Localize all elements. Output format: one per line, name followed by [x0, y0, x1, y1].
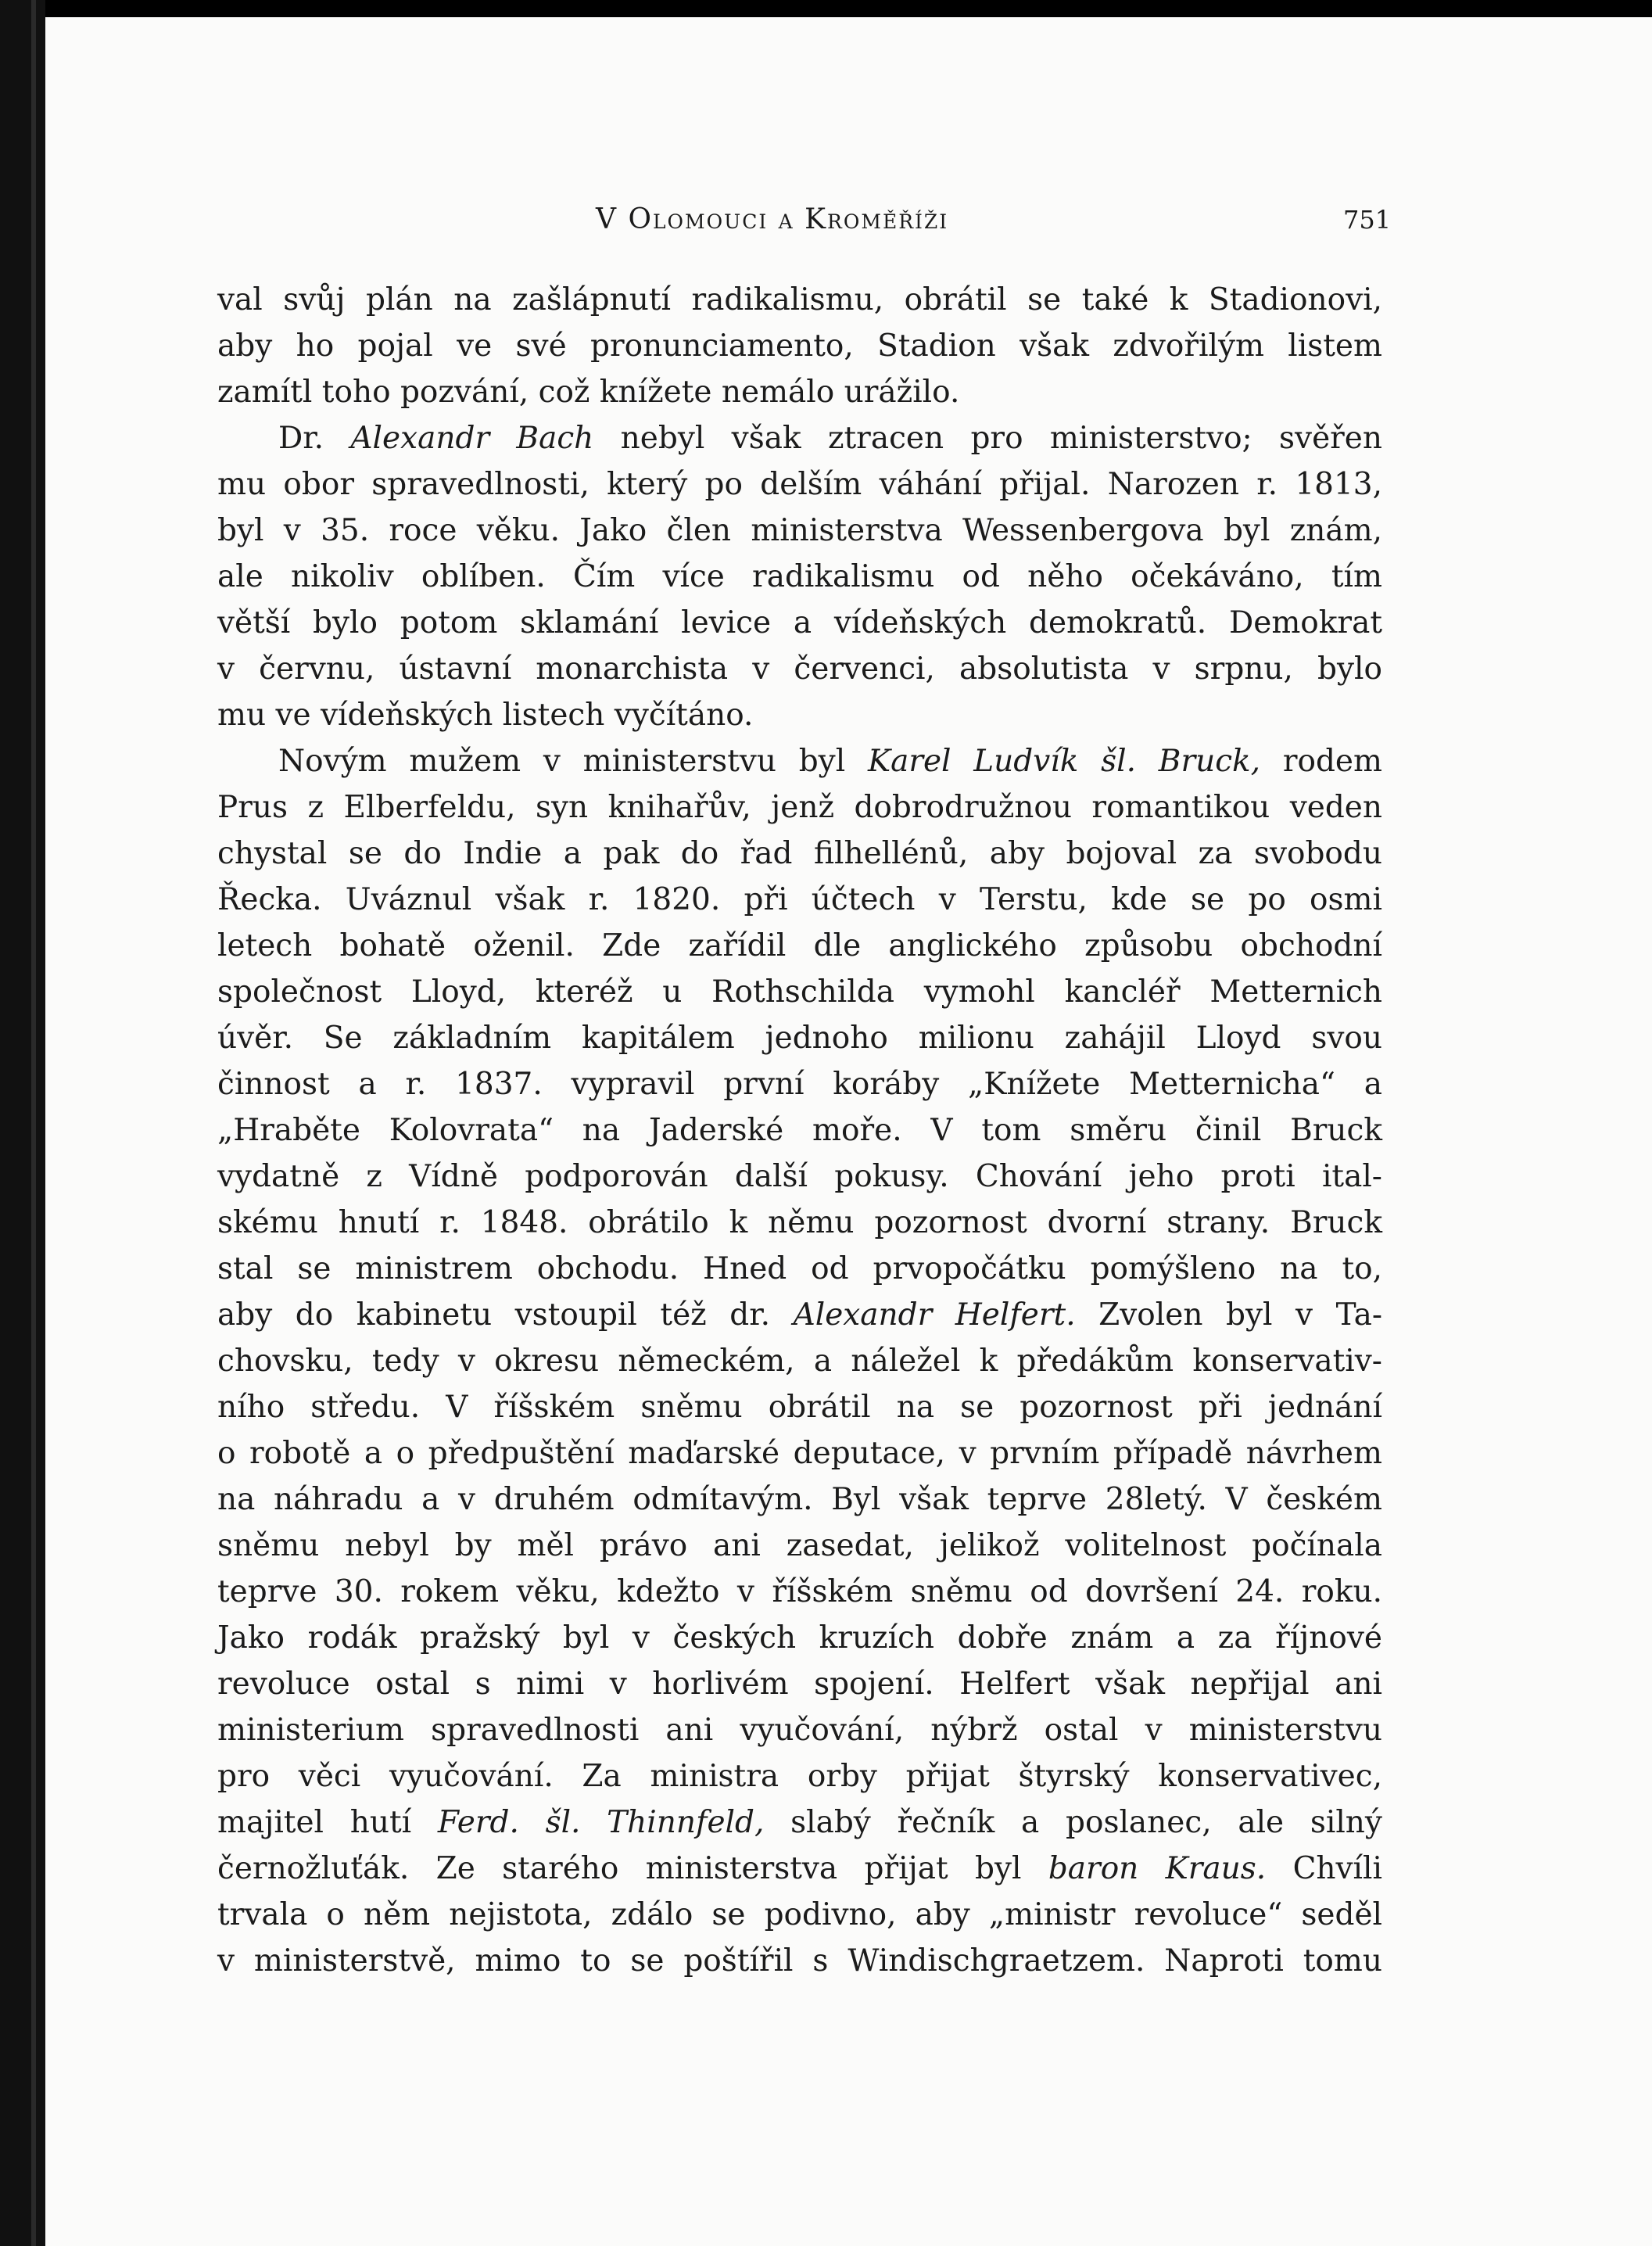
page-number: 751 [1343, 205, 1392, 235]
text-line: ale nikoliv oblíben. Čím více radikalismu od něho očekáváno, tím [217, 559, 1382, 594]
text-line: chystal se do Indie a pak do řad filhellénů, aby bojoval za svobodu [217, 836, 1382, 871]
text-line: aby do kabinetu vstoupil též dr. Alexandr Helfert. Zvolen byl v Ta- [217, 1297, 1382, 1333]
text-line: černožluťák. Ze starého ministerstva přijat byl baron Kraus. Chvíli [217, 1851, 1382, 1886]
text-line: ministerium spravedlnosti ani vyučování, nýbrž ostal v ministerstvu [217, 1713, 1382, 1748]
text-line: úvěr. Se základním kapitálem jednoho milionu zahájil Lloyd svou [217, 1021, 1382, 1056]
person-name: Alexandr Helfert. [793, 1297, 1076, 1333]
text-line: byl v 35. roce věku. Jako člen ministerstva Wessenbergova byl znám, [217, 513, 1382, 548]
text-line: společnost Lloyd, kteréž u Rothschilda vymohl kancléř Metternich [217, 974, 1382, 1010]
text-line: ního středu. V říšském sněmu obrátil na se pozornost při jednání [217, 1390, 1382, 1425]
text-line: pro věci vyučování. Za ministra orby přijat štyrský konservativec, [217, 1759, 1382, 1794]
running-head: V Olomouci a Kroměříži [596, 203, 949, 235]
text-line: na náhradu a v druhém odmítavým. Byl však teprve 28letý. V českém [217, 1482, 1382, 1517]
text-line: Prus z Elberfeldu, syn knihařův, jenž dobrodružnou romantikou veden [217, 790, 1382, 825]
text-line: Jako rodák pražský byl v českých kruzích dobře znám a za říjnové [217, 1620, 1382, 1656]
text-line: činnost a r. 1837. vypravil první koráby „Knížete Metternicha“ a [217, 1067, 1382, 1102]
page-header [45, 203, 1652, 250]
person-name: Ferd. šl. Thinnfeld, [437, 1805, 765, 1840]
text-line: teprve 30. rokem věku, kdežto v říšském sněmu od dovršení 24. roku. [217, 1574, 1382, 1609]
text-line: trvala o něm nejistota, zdálo se podivno, aby „ministr revoluce“ seděl [217, 1897, 1382, 1932]
text-line: Novým mužem v ministerstvu byl Karel Ludvík šl. Bruck, rodem [278, 744, 1382, 779]
text-line: val svůj plán na zašlápnutí radikalismu, obrátil se také k Stadionovi, [217, 282, 1382, 318]
text-line: mu obor spravedlnosti, který po delším váhání přijal. Narozen r. 1813, [217, 467, 1382, 502]
book-spine-edge [31, 0, 36, 2246]
text-line: o robotě a o předpuštění maďarské deputace, v prvním případě návrhem [217, 1436, 1382, 1471]
text-line: revoluce ostal s nimi v horlivém spojení. Helfert však nepřijal ani [217, 1667, 1382, 1702]
text-line: aby ho pojal ve své pronunciamento, Stadion však zdvořilým listem [217, 328, 1382, 364]
text-line: zamítl toho pozvání, což knížete nemálo urážilo. [217, 375, 960, 410]
text-line: v červnu, ústavní monarchista v červenci, absolutista v srpnu, bylo [217, 651, 1382, 687]
text-line: „Hraběte Kolovrata“ na Jaderské moře. V tom směru činil Bruck [217, 1113, 1382, 1148]
text-line: majitel hutí Ferd. šl. Thinnfeld, slabý řečník a poslanec, ale silný [217, 1805, 1382, 1840]
text-line: sněmu nebyl by měl právo ani zasedat, jelikož volitelnost počínala [217, 1528, 1382, 1563]
person-name: Alexandr Bach [350, 421, 594, 456]
text-line: mu ve vídeňských listech vyčítáno. [217, 698, 754, 733]
text-line: vydatně z Vídně podporován další pokusy. Chování jeho proti ital- [217, 1159, 1382, 1194]
text-line: v ministerstvě, mimo to se poštířil s Windischgraetzem. Naproti tomu [217, 1943, 1382, 1979]
text-line: Dr. Alexandr Bach nebyl však ztracen pro ministerstvo; svěřen [278, 421, 1383, 456]
text-line: větší bylo potom sklamání levice a vídeňských demokratů. Demokrat [217, 605, 1382, 640]
text-line: letech bohatě oženil. Zde zařídil dle anglického způsobu obchodní [217, 928, 1382, 963]
scan-left-edge [0, 0, 45, 2246]
body-text [217, 277, 1382, 1984]
text-line: stal se ministrem obchodu. Hned od prvopočátku pomýšleno na to, [217, 1251, 1382, 1286]
book-page [45, 17, 1652, 2246]
text-line: chovsku, tedy v okresu německém, a náležel k předákům konservativ- [217, 1344, 1382, 1379]
person-name: Karel Ludvík šl. Bruck, [867, 744, 1261, 779]
text-line: skému hnutí r. 1848. obrátilo k němu pozornost dvorní strany. Bruck [217, 1205, 1382, 1240]
person-name: baron Kraus. [1048, 1851, 1267, 1886]
text-line: Řecka. Uváznul však r. 1820. při účtech v Terstu, kde se po osmi [217, 882, 1382, 917]
